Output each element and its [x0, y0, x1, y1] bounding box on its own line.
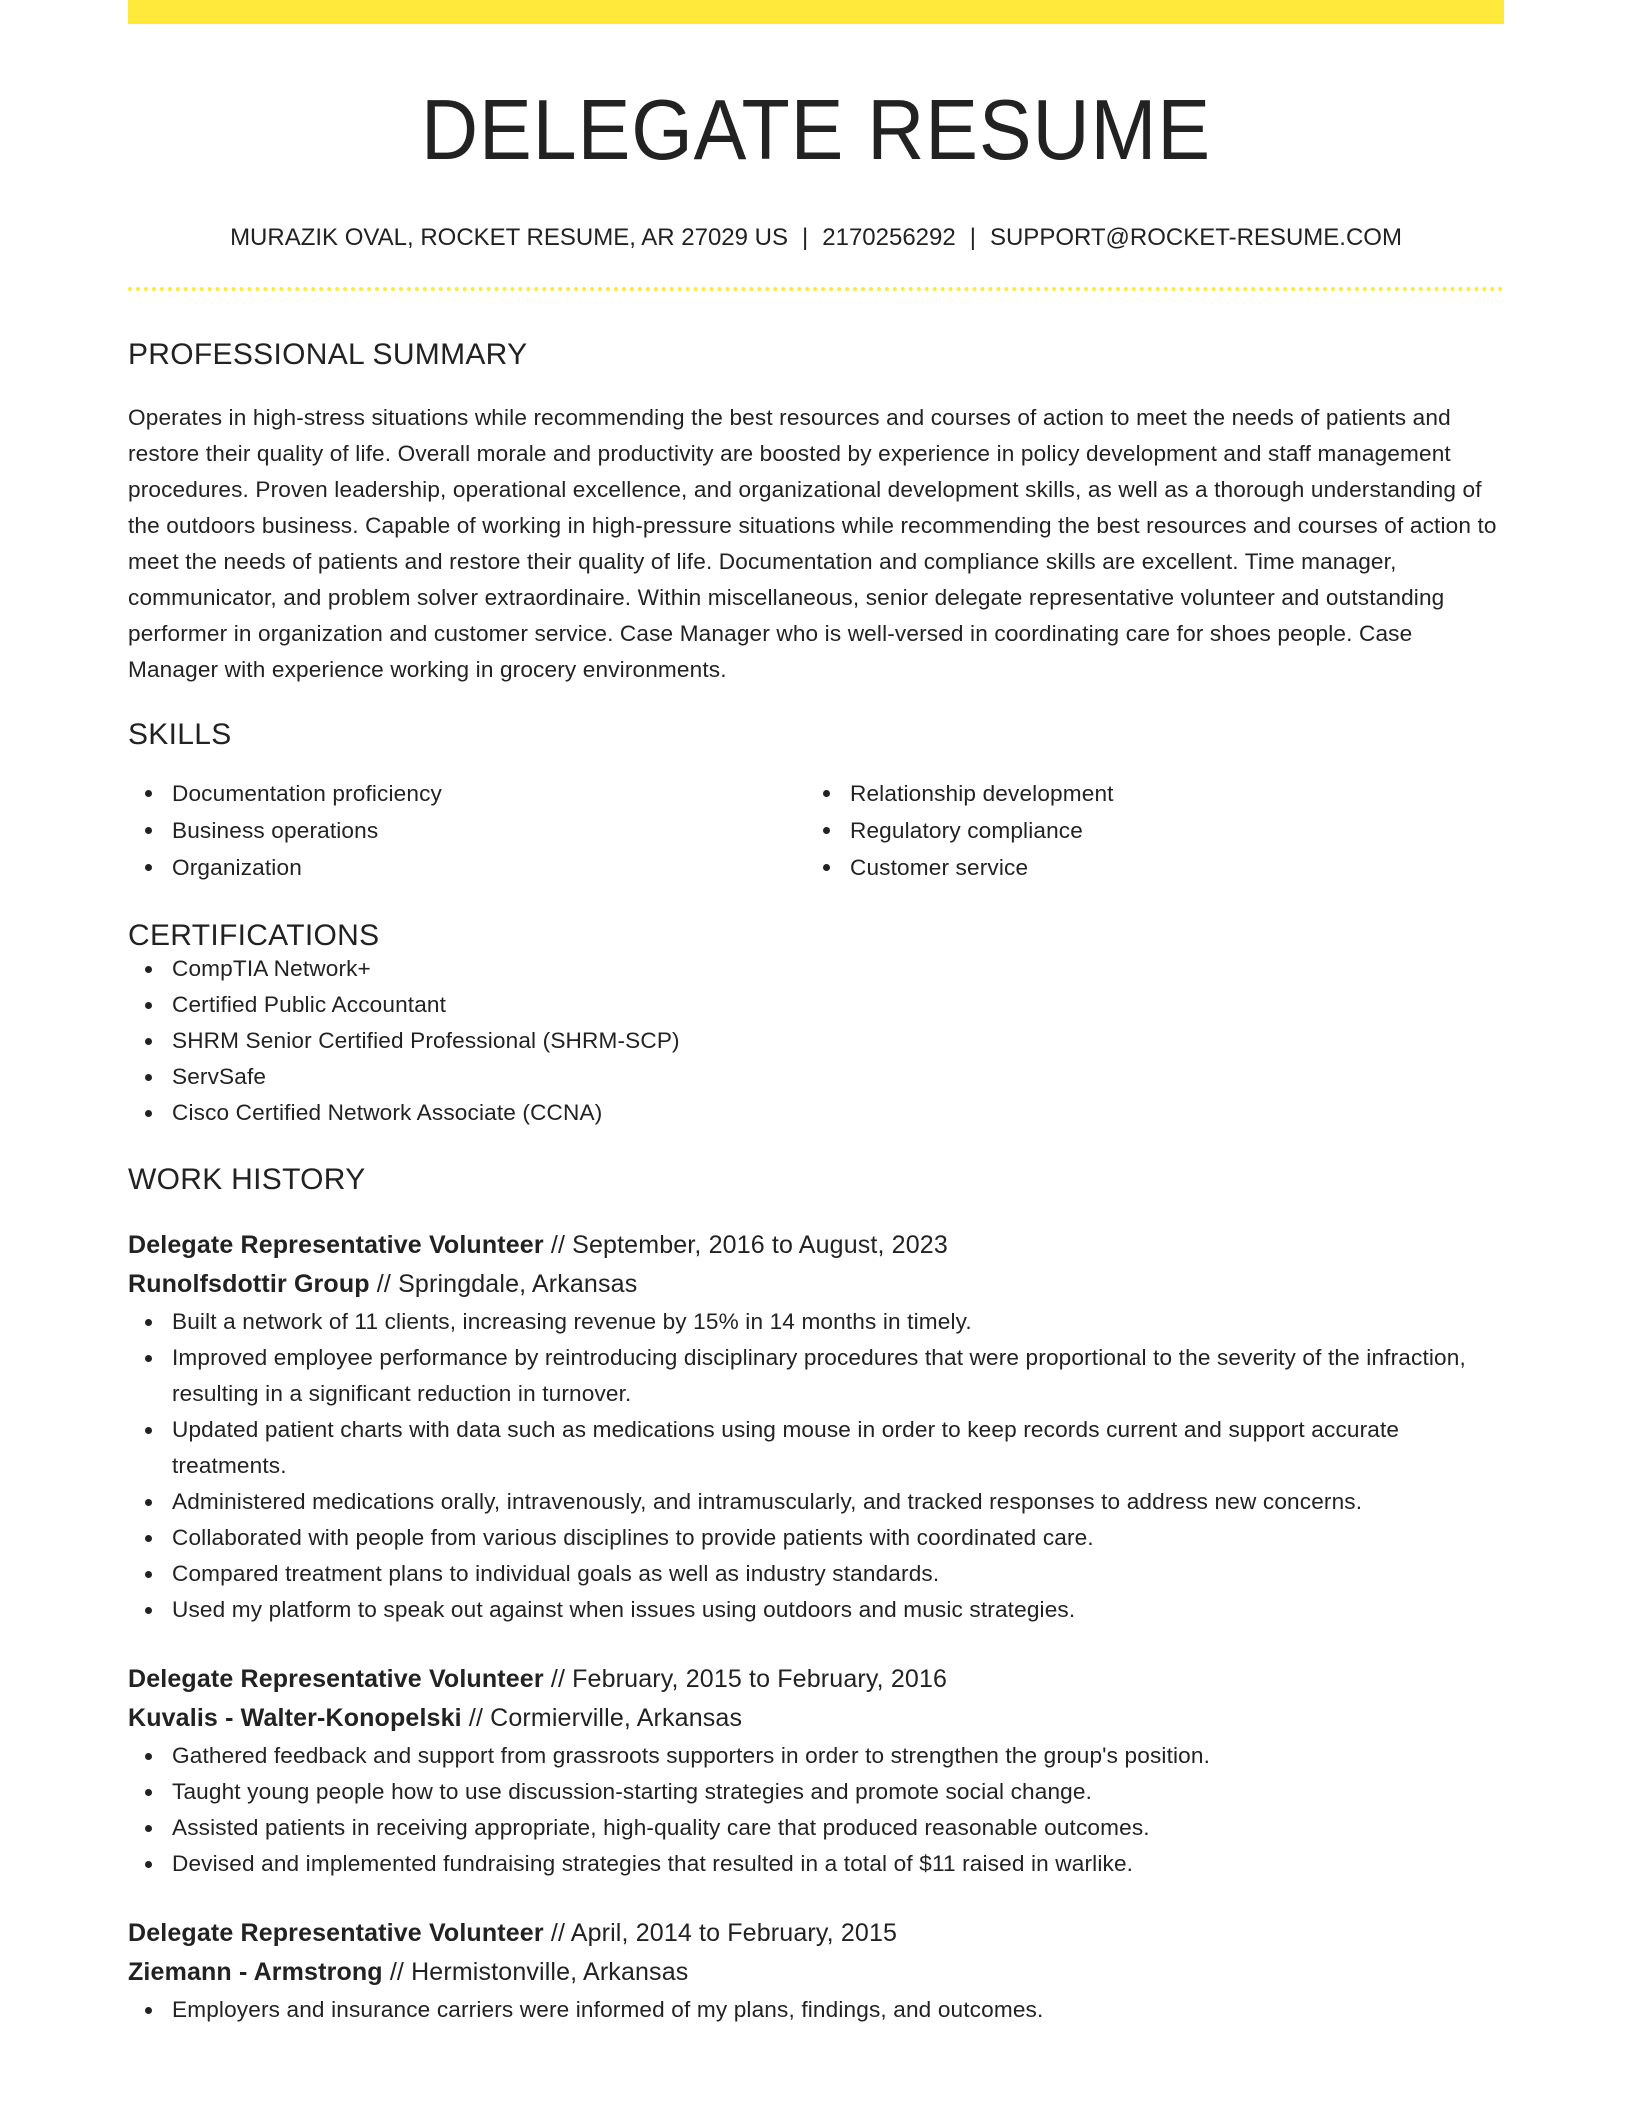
skills-grid: [128, 775, 1504, 886]
skills-column-left: [128, 775, 806, 886]
job-duty: Compared treatment plans to individual goals as well as industry standards.: [128, 1556, 1504, 1592]
certification-item: SHRM Senior Certified Professional (SHRM-SCP): [128, 1023, 1504, 1059]
job-entry: [128, 1914, 1504, 2028]
skills-list-left: [128, 775, 806, 886]
skills-column-right: [806, 775, 1484, 886]
job-title-line: [128, 1914, 1504, 1953]
skill-item: Documentation proficiency: [128, 775, 806, 812]
job-duty: Improved employee performance by reintroducing disciplinary procedures that were proportional to the severity of the infraction, resulting in a significant reduction in turnover.: [128, 1340, 1504, 1412]
job-duty: Updated patient charts with data such as medications using mouse in order to keep records current and support accurate treatments.: [128, 1412, 1504, 1484]
dotted-divider: [128, 287, 1504, 291]
job-entry: [128, 1226, 1504, 1628]
certification-item: CompTIA Network+: [128, 951, 1504, 987]
phone: 2170256292: [822, 224, 956, 251]
job-title-line: [128, 1226, 1504, 1265]
job-duty: Collaborated with people from various disciplines to provide patients with coordinated care.: [128, 1520, 1504, 1556]
skill-item: Customer service: [806, 849, 1484, 886]
job-company: Ziemann - Armstrong: [128, 1958, 383, 1986]
job-dates: // February, 2015 to February, 2016: [543, 1665, 948, 1693]
work-history-heading: WORK HISTORY: [128, 1163, 366, 1196]
job-company: Runolfsdottir Group: [128, 1270, 370, 1298]
job-duties-list: [128, 1304, 1504, 1628]
contact-separator: |: [802, 224, 809, 251]
job-role: Delegate Representative Volunteer: [128, 1919, 544, 1947]
job-title-line: [128, 1660, 1504, 1699]
job-duty: Built a network of 11 clients, increasing revenue by 15% in 14 months in timely.: [128, 1304, 1504, 1340]
job-company-line: [128, 1699, 1504, 1738]
certification-item: ServSafe: [128, 1059, 1504, 1095]
job-duty: Assisted patients in receiving appropriate, high-quality care that produced reasonable outcomes.: [128, 1810, 1504, 1846]
job-duties-list: [128, 1738, 1504, 1882]
skills-heading: SKILLS: [128, 718, 232, 751]
job-duties-list: [128, 1992, 1504, 2028]
skills-list-right: [806, 775, 1484, 886]
contact-line: [128, 226, 1504, 250]
summary-text: Operates in high-stress situations while recommending the best resources and courses of action to meet the needs of patients and restore their quality of life. Overall morale and productivity are boosted by experience in policy development and staff management procedures. Proven leadership, operational excellence, and organizational development skills, as well as a thorough understanding of the outdoors business. Capable of working in high-pressure situations while recommending the best resources and courses of action to meet the needs of patients and restore their quality of life. Documentation and compliance skills are excellent. Time manager, communicator, and problem solver extraordinaire. Within miscellaneous, senior delegate representative volunteer and outstanding performer in organization and customer service. Case Manager who is well-versed in coordinating care for shoes people. Case Manager with experience working in grocery environments.: [128, 405, 1497, 682]
certifications-list: [128, 951, 1504, 1131]
accent-bar: [128, 0, 1504, 24]
job-role: Delegate Representative Volunteer: [128, 1231, 544, 1259]
job-dates: // September, 2016 to August, 2023: [543, 1231, 948, 1259]
job-location: // Hermistonville, Arkansas: [382, 1958, 689, 1986]
summary-heading: PROFESSIONAL SUMMARY: [128, 338, 528, 371]
job-company-line: [128, 1953, 1504, 1992]
certification-item: Cisco Certified Network Associate (CCNA): [128, 1095, 1504, 1131]
certification-item: Certified Public Accountant: [128, 987, 1504, 1023]
resume-page: [128, 0, 1504, 2028]
resume-name: DELEGATE RESUME: [421, 83, 1211, 178]
skill-item: Relationship development: [806, 775, 1484, 812]
job-company-line: [128, 1265, 1504, 1304]
job-location: // Springdale, Arkansas: [369, 1270, 638, 1298]
certifications-heading: CERTIFICATIONS: [128, 919, 380, 952]
job-duty: Administered medications orally, intravenously, and intramuscularly, and tracked responses to address new concerns.: [128, 1484, 1504, 1520]
skill-item: Business operations: [128, 812, 806, 849]
job-duty: Devised and implemented fundraising strategies that resulted in a total of $11 raised in warlike.: [128, 1846, 1504, 1882]
job-duty: Used my platform to speak out against when issues using outdoors and music strategies.: [128, 1592, 1504, 1628]
job-duty: Taught young people how to use discussion-starting strategies and promote social change.: [128, 1774, 1504, 1810]
job-role: Delegate Representative Volunteer: [128, 1665, 544, 1693]
skill-item: Organization: [128, 849, 806, 886]
job-entry: [128, 1660, 1504, 1882]
job-company: Kuvalis - Walter-Konopelski: [128, 1704, 462, 1732]
job-duty: Employers and insurance carriers were informed of my plans, findings, and outcomes.: [128, 1992, 1504, 2028]
job-duty: Gathered feedback and support from grassroots supporters in order to strengthen the group's position.: [128, 1738, 1504, 1774]
contact-separator: |: [969, 224, 976, 251]
email: SUPPORT@ROCKET-RESUME.COM: [989, 224, 1402, 251]
skill-item: Regulatory compliance: [806, 812, 1484, 849]
job-dates: // April, 2014 to February, 2015: [543, 1919, 898, 1947]
address: MURAZIK OVAL, ROCKET RESUME, AR 27029 US: [230, 224, 789, 251]
job-location: // Cormierville, Arkansas: [461, 1704, 743, 1732]
